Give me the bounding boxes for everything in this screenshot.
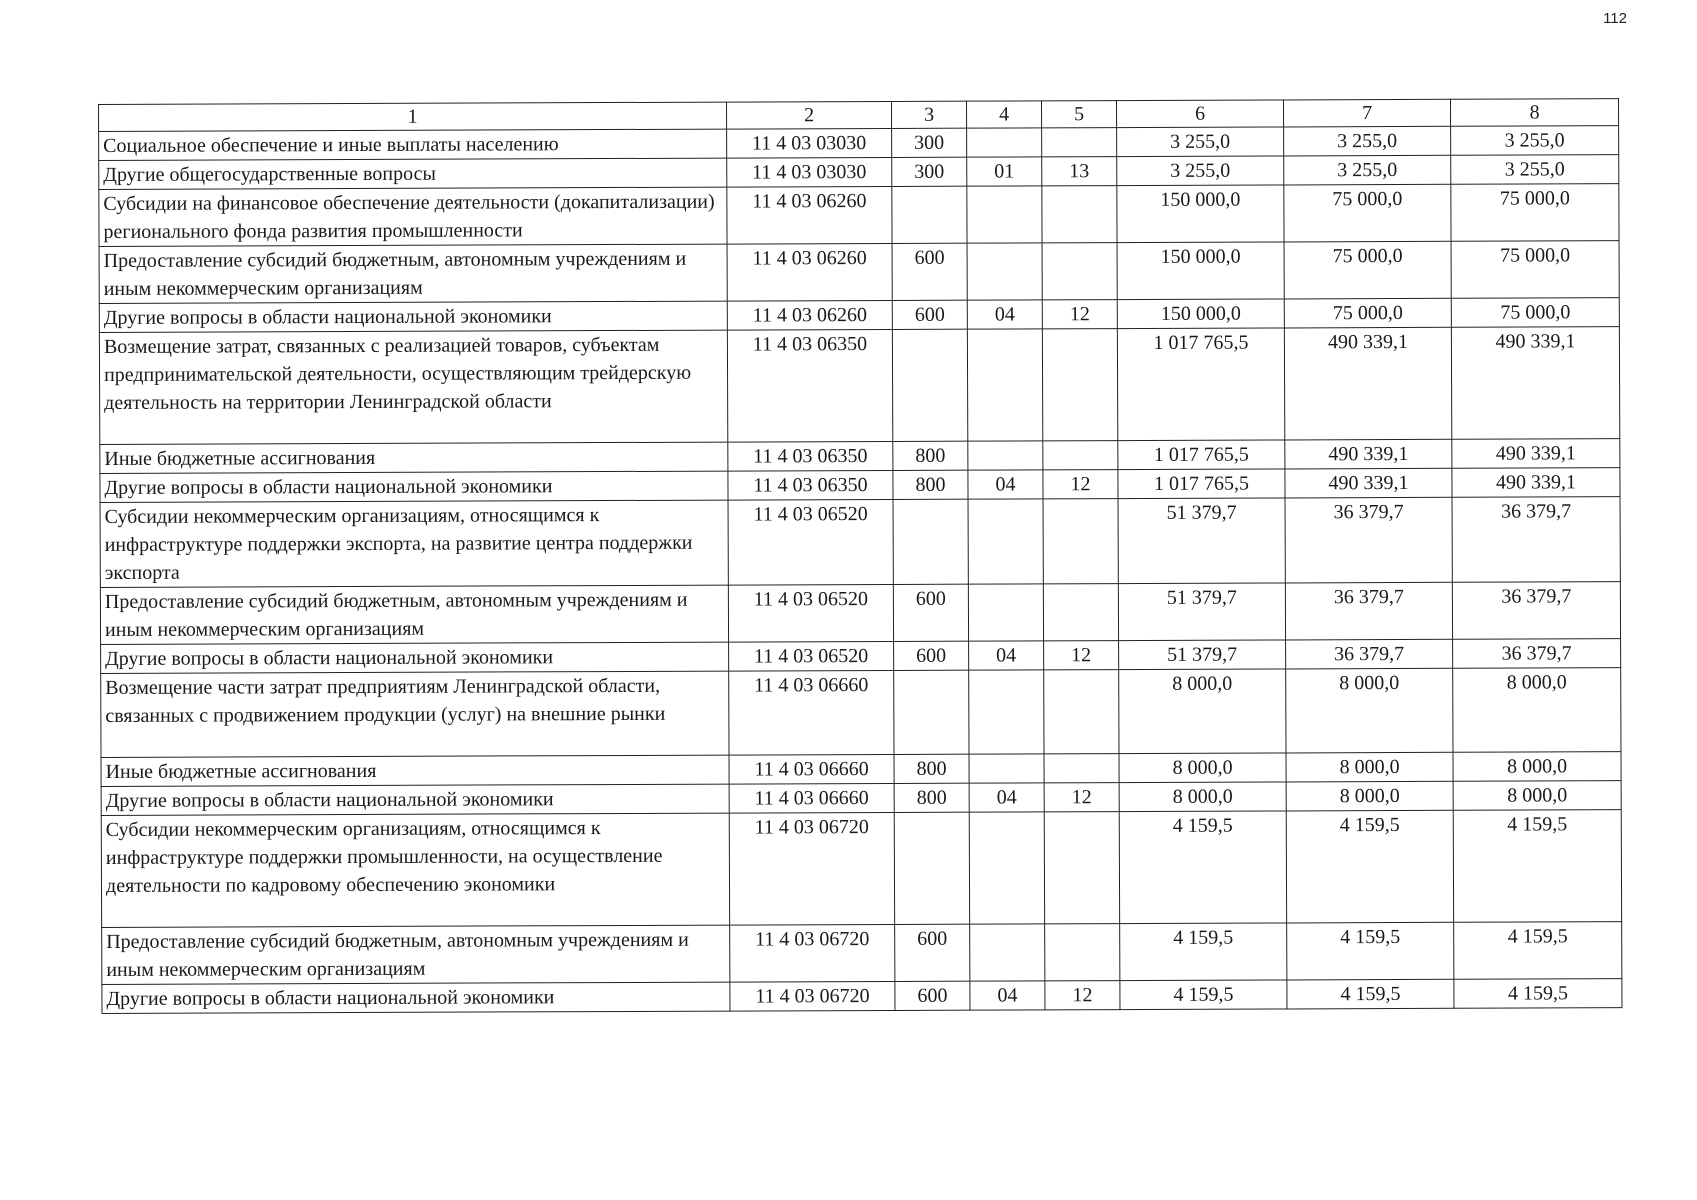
row-code: 11 4 03 06260 — [727, 300, 892, 330]
row-col3: 800 — [894, 783, 969, 812]
row-col5 — [1042, 329, 1117, 441]
row-value-8: 490 339,1 — [1452, 468, 1620, 498]
row-value-6: 51 379,7 — [1119, 640, 1286, 670]
row-name: Возмещение затрат, связанных с реализацией товаров, субъектам предпринимательской деятельности, осуществляющим трейдерскую деятельность на территории Ленинградской области — [99, 330, 727, 444]
row-value-7: 3 255,0 — [1284, 126, 1451, 156]
row-col3: 600 — [895, 924, 970, 981]
row-col4: 04 — [967, 300, 1042, 329]
row-value-6: 4 159,5 — [1120, 980, 1287, 1010]
row-col4 — [970, 924, 1045, 981]
column-header-5: 5 — [1041, 101, 1116, 128]
row-code: 11 4 03 06350 — [728, 441, 893, 471]
row-code: 11 4 03 06720 — [729, 812, 894, 925]
row-col4: 04 — [968, 470, 1043, 499]
row-col3: 800 — [893, 441, 968, 470]
row-name: Другие вопросы в области национальной экономики — [101, 784, 729, 815]
row-col5 — [1043, 584, 1118, 641]
row-name: Другие вопросы в области национальной экономики — [99, 301, 727, 332]
row-value-7: 3 255,0 — [1284, 155, 1451, 185]
row-col3: 600 — [895, 981, 970, 1010]
row-value-7: 36 379,7 — [1285, 497, 1452, 583]
row-name: Другие вопросы в области национальной экономики — [101, 642, 729, 673]
row-value-7: 75 000,0 — [1284, 184, 1451, 242]
row-code: 11 4 03 06260 — [727, 243, 892, 301]
row-col5: 12 — [1044, 641, 1119, 670]
row-value-6: 150 000,0 — [1117, 242, 1284, 300]
row-value-7: 36 379,7 — [1285, 582, 1452, 640]
row-value-8: 4 159,5 — [1453, 810, 1621, 923]
row-value-8: 490 339,1 — [1451, 327, 1619, 440]
row-code: 11 4 03 06260 — [727, 186, 892, 244]
row-value-8: 75 000,0 — [1451, 241, 1619, 299]
row-value-8: 4 159,5 — [1454, 922, 1622, 980]
row-code: 11 4 03 06350 — [727, 329, 892, 442]
row-code: 11 4 03 06660 — [729, 783, 894, 813]
row-value-8: 8 000,0 — [1453, 781, 1621, 811]
row-name: Субсидии некоммерческим организациям, относящимся к инфраструктуре поддержки промышленности, на осуществление деятельности по кадровому обеспечению экономики — [101, 813, 729, 927]
row-value-6: 51 379,7 — [1118, 498, 1285, 584]
row-value-7: 8 000,0 — [1286, 752, 1453, 782]
row-code: 11 4 03 06520 — [728, 584, 893, 642]
row-value-6: 150 000,0 — [1117, 299, 1284, 329]
row-code: 11 4 03 06660 — [729, 754, 894, 784]
row-value-7: 36 379,7 — [1286, 639, 1453, 669]
table-row — [99, 184, 1619, 247]
row-value-6: 8 000,0 — [1119, 669, 1286, 754]
row-col4 — [967, 128, 1042, 157]
row-value-7: 8 000,0 — [1286, 668, 1453, 753]
row-col4 — [968, 441, 1043, 470]
row-name: Субсидии некоммерческим организациям, относящимся к инфраструктуре поддержки экспорта, на развитие центра поддержки экспорта — [100, 500, 728, 587]
row-code: 11 4 03 06520 — [729, 641, 894, 671]
row-value-6: 51 379,7 — [1118, 583, 1285, 641]
row-col3: 300 — [892, 128, 967, 157]
row-name: Предоставление субсидий бюджетным, автономным учреждениям и иным некоммерческим организациям — [102, 925, 730, 984]
column-header-1: 1 — [99, 102, 727, 131]
row-value-8: 4 159,5 — [1454, 979, 1622, 1009]
row-col4 — [968, 584, 1043, 641]
row-value-6: 3 255,0 — [1117, 156, 1284, 186]
row-col4: 04 — [970, 981, 1045, 1010]
budget-table — [98, 98, 1622, 1014]
row-value-7: 490 339,1 — [1284, 327, 1451, 440]
row-value-8: 36 379,7 — [1453, 639, 1621, 669]
row-name: Возмещение части затрат предприятиям Ленинградской области, связанных с продвижением продукции (услуг) на внешние рынки — [101, 671, 729, 757]
row-name: Другие общегосударственные вопросы — [99, 158, 727, 189]
row-value-8: 8 000,0 — [1453, 752, 1621, 782]
row-value-6: 1 017 765,5 — [1118, 469, 1285, 499]
row-col5 — [1043, 499, 1118, 584]
row-code: 11 4 03 06720 — [730, 924, 895, 982]
row-value-7: 75 000,0 — [1284, 241, 1451, 299]
budget-table-sheet — [98, 98, 1621, 1014]
row-col3: 600 — [893, 584, 968, 641]
row-code: 11 4 03 03030 — [727, 157, 892, 187]
row-col3: 800 — [894, 754, 969, 783]
column-header-3: 3 — [891, 101, 966, 128]
row-value-6: 1 017 765,5 — [1117, 328, 1284, 441]
row-col3 — [894, 670, 969, 754]
row-value-8: 490 339,1 — [1452, 439, 1620, 469]
row-name: Субсидии на финансовое обеспечение деятельности (докапитализации) регионального фонда развития промышленности — [99, 187, 727, 246]
row-col5 — [1044, 812, 1119, 924]
row-col3: 300 — [892, 157, 967, 186]
row-col3 — [892, 329, 967, 441]
row-value-8: 36 379,7 — [1452, 582, 1620, 640]
row-col5: 12 — [1045, 981, 1120, 1010]
table-row — [101, 668, 1621, 758]
row-col4 — [968, 499, 1043, 584]
row-col4: 04 — [969, 783, 1044, 812]
row-value-8: 75 000,0 — [1451, 184, 1619, 242]
row-name: Другие вопросы в области национальной экономики — [100, 471, 728, 502]
row-col5 — [1042, 128, 1117, 157]
row-code: 11 4 03 06660 — [729, 670, 894, 755]
row-name: Предоставление субсидий бюджетным, автономным учреждениям и иным некоммерческим организациям — [99, 244, 727, 303]
row-col5: 13 — [1042, 157, 1117, 186]
row-col5: 12 — [1044, 783, 1119, 812]
table-row — [102, 922, 1622, 985]
row-col3 — [894, 812, 969, 924]
row-value-6: 150 000,0 — [1117, 185, 1284, 243]
table-row — [99, 327, 1619, 445]
row-value-6: 4 159,5 — [1119, 811, 1286, 924]
row-col4 — [967, 329, 1042, 441]
row-col4 — [969, 754, 1044, 783]
row-value-7: 8 000,0 — [1286, 781, 1453, 811]
row-code: 11 4 03 06720 — [730, 981, 895, 1011]
row-col3: 600 — [892, 243, 967, 300]
row-value-7: 4 159,5 — [1286, 810, 1453, 923]
row-col5 — [1042, 243, 1117, 300]
row-value-7: 4 159,5 — [1287, 979, 1454, 1009]
row-value-8: 36 379,7 — [1452, 497, 1620, 583]
table-row — [101, 810, 1621, 928]
row-col5 — [1044, 670, 1119, 754]
row-col5: 12 — [1043, 470, 1118, 499]
row-value-6: 4 159,5 — [1120, 923, 1287, 981]
row-col5 — [1044, 754, 1119, 783]
column-header-6: 6 — [1116, 100, 1283, 128]
row-col3: 800 — [893, 470, 968, 499]
table-row — [102, 979, 1622, 1014]
row-col5: 12 — [1042, 300, 1117, 329]
row-value-6: 8 000,0 — [1119, 782, 1286, 812]
row-code: 11 4 03 03030 — [727, 128, 892, 158]
row-name: Другие вопросы в области национальной экономики — [102, 982, 730, 1013]
row-col4 — [967, 243, 1042, 300]
row-col4 — [967, 186, 1042, 243]
row-col4: 04 — [969, 641, 1044, 670]
row-value-7: 490 339,1 — [1285, 439, 1452, 469]
row-value-7: 490 339,1 — [1285, 468, 1452, 498]
row-code: 11 4 03 06520 — [728, 499, 893, 585]
row-col3 — [893, 499, 968, 584]
row-value-6: 3 255,0 — [1117, 127, 1284, 157]
row-code: 11 4 03 06350 — [728, 470, 893, 500]
row-col4 — [969, 670, 1044, 754]
row-col4 — [969, 812, 1044, 924]
row-col5 — [1045, 924, 1120, 981]
row-name: Иные бюджетные ассигнования — [100, 442, 728, 473]
row-value-6: 8 000,0 — [1119, 753, 1286, 783]
column-header-7: 7 — [1283, 99, 1450, 127]
row-col4: 01 — [967, 157, 1042, 186]
row-name: Социальное обеспечение и иные выплаты населению — [99, 129, 727, 160]
row-name: Предоставление субсидий бюджетным, автономным учреждениям и иным некоммерческим организациям — [100, 585, 728, 644]
column-header-8: 8 — [1450, 99, 1618, 127]
row-name: Иные бюджетные ассигнования — [101, 755, 729, 786]
row-col5 — [1043, 441, 1118, 470]
column-header-2: 2 — [726, 101, 891, 129]
page-number: 112 — [1603, 10, 1627, 27]
row-value-8: 8 000,0 — [1453, 668, 1621, 753]
row-col3 — [892, 186, 967, 243]
row-value-7: 75 000,0 — [1284, 298, 1451, 328]
row-col3: 600 — [894, 641, 969, 670]
row-value-8: 75 000,0 — [1451, 298, 1619, 328]
row-value-6: 1 017 765,5 — [1118, 440, 1285, 470]
row-col3: 600 — [892, 300, 967, 329]
row-col5 — [1042, 186, 1117, 243]
table-row — [100, 582, 1620, 645]
table-row — [99, 241, 1619, 304]
column-header-4: 4 — [966, 101, 1041, 128]
row-value-8: 3 255,0 — [1451, 126, 1619, 156]
row-value-7: 4 159,5 — [1287, 922, 1454, 980]
table-row — [100, 497, 1620, 588]
row-value-8: 3 255,0 — [1451, 155, 1619, 185]
